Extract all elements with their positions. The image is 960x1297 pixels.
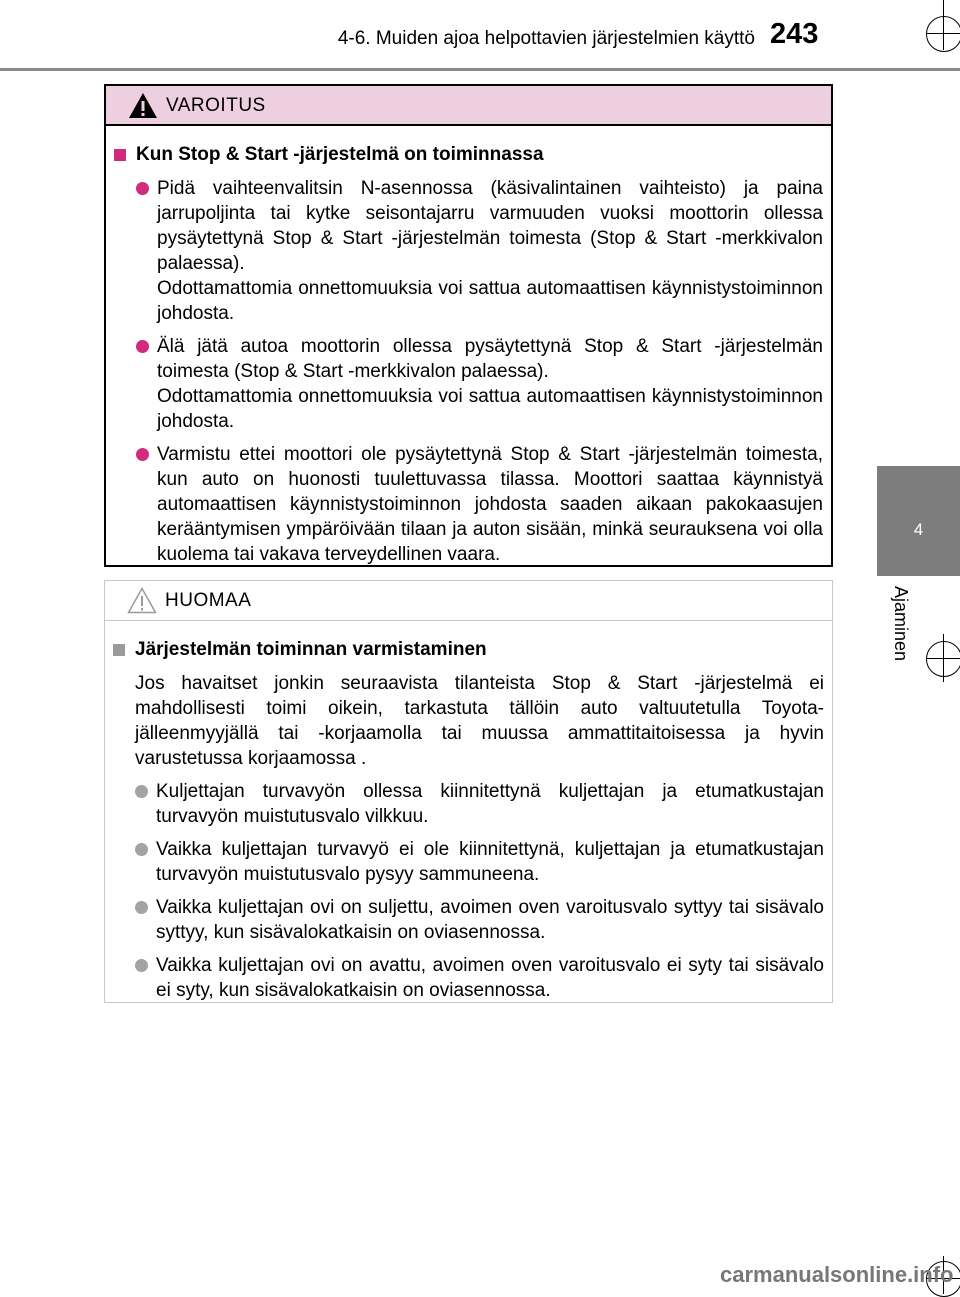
notice-bullet-text: Vaikka kuljettajan turvavyö ei ole kiinnitettynä, kuljettajan ja etumatkustajan turvavyön muistutusvalo pysyy sammuneena. (156, 839, 824, 885)
warning-bullet (114, 442, 823, 567)
warning-box-title: VAROITUS (166, 95, 266, 116)
notice-box-header (105, 581, 832, 621)
header-rule (0, 68, 960, 71)
warning-bullet (114, 176, 823, 326)
notice-bullet-text: Vaikka kuljettajan ovi on avattu, avoimen oven varoitusvalo ei syty tai sisävalo ei syty, kun sisävalokatkaisin on oviasennossa. (156, 955, 824, 1001)
notice-bullet-text: Kuljettajan turvavyön ollessa kiinnitettynä kuljettajan ja etumatkustajan turvavyön muistutusvalo vilkkuu. (156, 781, 824, 827)
notice-bullet (113, 953, 824, 1003)
warning-triangle-icon (128, 92, 158, 119)
notice-bullet (113, 837, 824, 887)
warning-bullet-text: Älä jätä autoa moottorin ollessa pysäytettynä Stop & Start -järjestelmän toimesta (Stop & Start -merkkivalon palaessa). (157, 336, 823, 382)
chapter-tab-label: Ajaminen (891, 586, 911, 662)
warning-heading-text: Kun Stop & Start -järjestelmä on toiminnassa (136, 144, 544, 165)
running-header: 4-6. Muiden ajoa helpottavien järjestelmien käyttö (337, 28, 755, 49)
notice-bullet (113, 779, 824, 829)
bullet-dot-icon (135, 901, 148, 914)
notice-heading-text: Järjestelmän toiminnan varmistaminen (135, 639, 487, 660)
warning-bullet (114, 334, 823, 434)
bullet-dot-icon (135, 843, 148, 856)
chapter-tab-number: 4 (913, 520, 924, 539)
bullet-dot-icon (135, 959, 148, 972)
watermark: carmanualsonline.info (720, 1262, 954, 1287)
notice-bullet (113, 895, 824, 945)
warning-bullet-extra: Odottamattomia onnettomuuksia voi sattua automaattisen käynnistystoiminnon johdosta. (157, 386, 823, 432)
warning-bullet-text: Pidä vaihteenvalitsin N-asennossa (käsivalintainen vaihteisto) ja paina jarrupoljinta tai kytke seisontajarru varmuuden vuoksi moottorin ollessa pysäytettynä Stop & Start -järjestelmän toimesta (Stop & Start -merkkivalon palaessa). (157, 178, 823, 274)
chapter-tab (877, 466, 960, 576)
square-bullet-icon (113, 644, 125, 656)
caution-triangle-icon (127, 587, 157, 614)
warning-bullet-extra: Odottamattomia onnettomuuksia voi sattua automaattisen käynnistystoiminnon johdosta. (157, 278, 823, 324)
crop-mark-circle-top (926, 16, 960, 52)
notice-box-title: HUOMAA (165, 590, 252, 611)
page-number: 243 (770, 18, 819, 50)
bullet-dot-icon (136, 340, 149, 353)
bullet-dot-icon (136, 448, 149, 461)
warning-box (104, 84, 833, 567)
warning-section-heading (114, 142, 823, 168)
square-bullet-icon (114, 149, 126, 161)
bullet-dot-icon (135, 785, 148, 798)
notice-intro: Jos havaitset jonkin seuraavista tilanteista Stop & Start -järjestelmä ei mahdollisesti toimi oikein, tarkastuta tällöin auto valtuutetulla Toyota-jälleenmyyjällä tai -korjaamolla tai muussa ammattitaitoisessa ja hyvin varustetussa korjaamossa . (135, 673, 824, 769)
warning-bullet-text: Varmistu ettei moottori ole pysäytettynä Stop & Start -järjestelmän toimesta, kun auto on huonosti tuulettuvassa tilassa. Moottori saattaa käynnistyä automaattisen käynnistystoiminnon johdosta saaden aikaan pakokaasujen kerääntymisen ympäröivään tilaan ja auton sisään, minkä seurauksena voi olla kuolema tai vakava terveydellinen vaara. (157, 444, 823, 565)
notice-box (104, 580, 833, 1003)
notice-bullet-text: Vaikka kuljettajan ovi on suljettu, avoimen oven varoitusvalo syttyy tai sisävalo syttyy, kun sisävalokatkaisin on oviasennossa. (156, 897, 824, 943)
crop-mark-circle-mid (926, 641, 960, 677)
warning-box-header (106, 86, 831, 126)
notice-section-heading (113, 637, 824, 663)
bullet-dot-icon (136, 182, 149, 195)
